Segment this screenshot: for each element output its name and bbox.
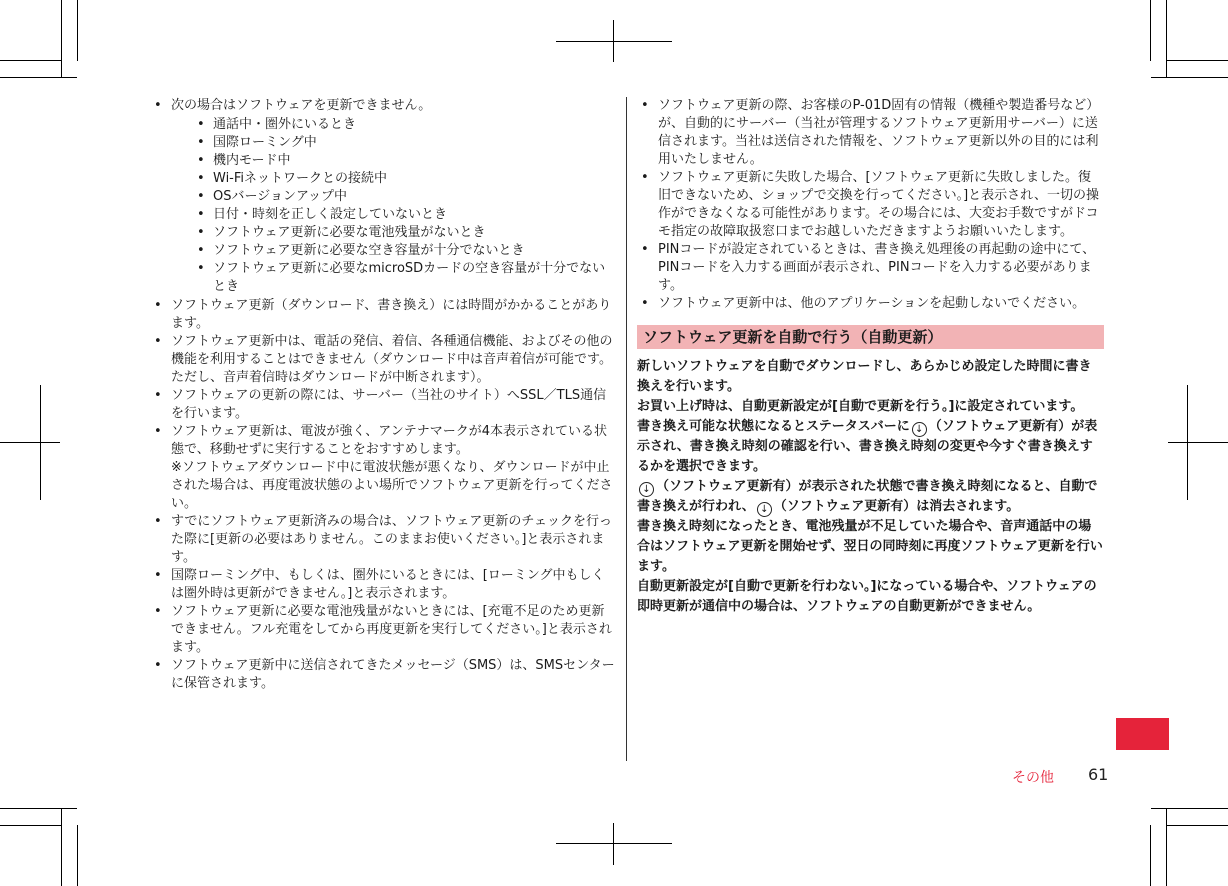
column-divider	[626, 97, 627, 761]
crop-mark	[1168, 442, 1228, 443]
paragraph-text: （ソフトウェア更新有）が表示された状態で書き換え時刻になると、自動で書き換えが行われ、	[637, 479, 1098, 514]
list-item: • Wi-Fiネットワークとの接続中	[193, 170, 616, 188]
right-column	[637, 97, 1104, 617]
list-item: • ソフトウェア更新に必要なmicroSDカードの空き容量が十分でないとき	[193, 260, 616, 296]
crop-mark	[40, 385, 41, 500]
crop-mark	[61, 0, 62, 77]
condition-list	[171, 116, 616, 296]
list-item	[150, 97, 616, 296]
list-item: • ソフトウェア更新に必要な電池残量がないときには、[充電不足のため更新できません。フル充電をしてから再度更新を実行してください。]と表示されます。	[150, 603, 616, 657]
main-bullet-list	[150, 97, 616, 693]
list-item: • ソフトウェア更新中に送信されてきたメッセージ（SMS）は、SMSセンターに保管されます。	[150, 657, 616, 693]
paragraph-text: 書き換え可能な状態になるとステータスバーに	[637, 419, 910, 434]
note-text: ※ソフトウェアダウンロード中に電波状態が悪くなり、ダウンロードが中止された場合は、再度電波状態のよい場所でソフトウェア更新を行ってください。	[171, 460, 613, 511]
paragraph: 新しいソフトウェアを自動でダウンロードし、あらかじめ設定した時間に書き換えを行います。	[637, 359, 1092, 394]
download-update-icon: ↓	[757, 502, 772, 517]
download-update-icon: ↓	[912, 422, 927, 437]
list-item: • 通話中・圏外にいるとき	[193, 116, 616, 134]
crop-mark	[613, 20, 614, 62]
crop-mark	[0, 808, 77, 809]
list-item-text: • ソフトウェア更新は、電波が強く、アンテナマークが4本表示されている状態で、移動せずに実行することをおすすめします。	[171, 424, 607, 457]
paragraph	[637, 417, 1104, 477]
crop-mark	[0, 77, 77, 78]
crop-mark	[556, 41, 672, 42]
crop-mark	[1151, 77, 1228, 78]
list-item: • ソフトウェア更新（ダウンロード、書き換え）には時間がかかることがあります。	[150, 297, 616, 333]
list-item: • PINコードが設定されているときは、書き換え処理後の再起動の途中にて、PINコードを入力する画面が表示され、PINコードを入力する必要があります。	[637, 241, 1104, 295]
paragraph-text: （ソフトウェア更新有）は消去されます。	[773, 499, 1020, 514]
crop-mark	[61, 808, 62, 886]
list-item: • ソフトウェアの更新の際には、サーバー（当社のサイト）へSSL／TLS通信を行います。	[150, 387, 616, 423]
section-body	[637, 357, 1104, 617]
crop-mark	[1166, 808, 1167, 886]
crop-mark	[1166, 60, 1228, 61]
crop-mark	[77, 0, 78, 61]
list-item: • ソフトウェア更新に失敗した場合、[ソフトウェア更新に失敗しました。復旧できないため、ショップで交換を行ってください。]と表示され、一切の操作ができなくなる可能性があります。その場合には、大変お手数ですがドコモ指定の故障取扱窓口までお越しいただきますようお願いいたします。	[637, 169, 1104, 241]
section-heading: ソフトウェア更新を自動で行う（自動更新）	[637, 325, 1104, 349]
list-item: • 機内モード中	[193, 152, 616, 170]
list-item: • ソフトウェア更新に必要な電池残量がないとき	[193, 224, 616, 242]
list-item: • ソフトウェア更新に必要な空き容量が十分でないとき	[193, 242, 616, 260]
page-number: 61	[1088, 765, 1109, 784]
crop-mark	[613, 823, 614, 865]
crop-mark	[1166, 0, 1167, 77]
crop-mark	[1187, 385, 1188, 500]
list-item: • 日付・時刻を正しく設定していないとき	[193, 206, 616, 224]
list-item: • すでにソフトウェア更新済みの場合は、ソフトウェア更新のチェックを行った際に[更新の必要はありません。このままお使いください。]と表示されます。	[150, 513, 616, 567]
crop-mark	[0, 60, 62, 61]
list-item: • 国際ローミング中	[193, 134, 616, 152]
crop-mark	[1150, 825, 1151, 886]
right-bullet-list	[637, 97, 1104, 313]
list-item: • ソフトウェア更新中は、他のアプリケーションを起動しないでください。	[637, 295, 1104, 313]
crop-mark	[77, 825, 78, 886]
paragraph: 自動更新設定が[自動で更新を行わない。]になっている場合や、ソフトウェアの即時更新が通信中の場合は、ソフトウェアの自動更新ができません。	[637, 579, 1097, 614]
download-update-icon: ↓	[639, 482, 654, 497]
paragraph	[637, 477, 1104, 517]
crop-mark	[0, 442, 60, 443]
paragraph-text: （ソフトウェア更新有）が表示され、書き換え時刻の確認を行い、書き換え時刻の変更や今すぐ書き換えするかを選択できます。	[637, 419, 1098, 474]
paragraph: 書き換え時刻になったとき、電池残量が不足していた場合や、音声通話中の場合はソフトウェア更新を開始せず、翌日の同時刻に再度ソフトウェア更新を行います。	[637, 519, 1103, 574]
chapter-tab	[1116, 718, 1169, 750]
crop-mark	[1151, 808, 1228, 809]
crop-mark	[1150, 0, 1151, 61]
crop-mark	[0, 825, 62, 826]
crop-mark	[556, 843, 672, 844]
left-column	[150, 97, 616, 693]
list-item: • ソフトウェア更新中は、電話の発信、着信、各種通信機能、およびその他の機能を利用することはできません（ダウンロード中は音声着信が可能です。ただし、音声着信時はダウンロードが中断されます）。	[150, 333, 616, 387]
intro-text: 次の場合はソフトウェアを更新できません。	[171, 98, 432, 113]
list-item: • ソフトウェア更新の際、お客様のP-01D固有の情報（機種や製造番号など）が、自動的にサーバー（当社が管理するソフトウェア更新用サーバー）に送信されます。当社は送信された情報を、ソフトウェア更新以外の目的には利用いたしません。	[637, 97, 1104, 169]
list-item: • OSバージョンアップ中	[193, 188, 616, 206]
paragraph: お買い上げ時は、自動更新設定が[自動で更新を行う。]に設定されています。	[637, 399, 1084, 414]
footer-category: その他	[1012, 770, 1054, 786]
crop-mark	[1166, 825, 1228, 826]
list-item	[150, 423, 616, 513]
list-item: • 国際ローミング中、もしくは、圏外にいるときには、[ローミング中もしくは圏外時は更新ができません。]と表示されます。	[150, 567, 616, 603]
